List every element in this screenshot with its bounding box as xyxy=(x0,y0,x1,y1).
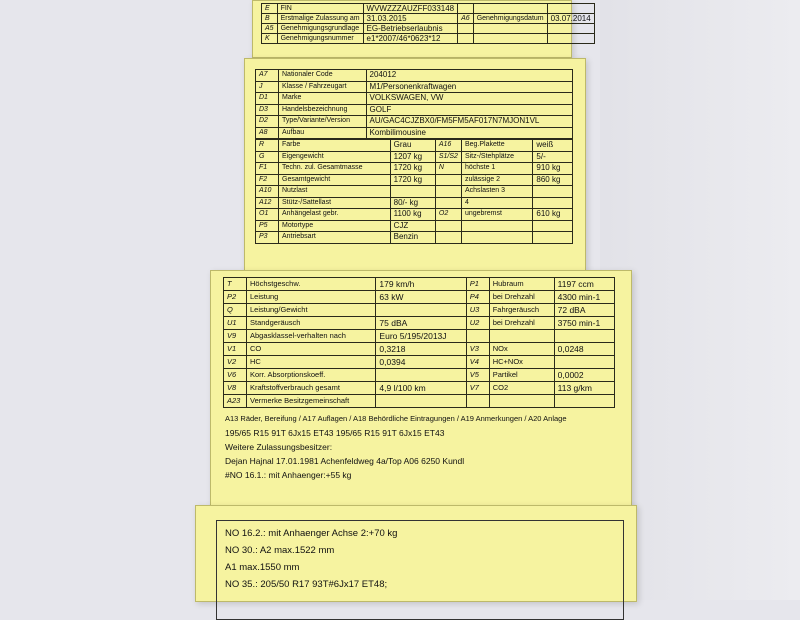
field-code xyxy=(458,24,474,34)
field-label: Marke xyxy=(279,93,367,105)
field-value xyxy=(533,220,573,232)
field-value: 179 km/h xyxy=(376,278,466,291)
field-code: P5 xyxy=(256,220,279,232)
field-value xyxy=(554,356,614,369)
table-row xyxy=(224,317,615,330)
table-row xyxy=(256,186,573,198)
field-label: Partikel xyxy=(489,369,554,382)
table-row xyxy=(256,81,573,93)
field-code: D3 xyxy=(256,104,279,116)
field-label: Genehmigungsnummer xyxy=(277,34,363,44)
field-label: HC xyxy=(247,356,376,369)
field-value: 1100 kg xyxy=(390,209,435,221)
table-row xyxy=(224,382,615,395)
table-row xyxy=(224,304,615,317)
field-code: A10 xyxy=(256,186,279,198)
document-panel-engine xyxy=(210,270,632,510)
field-label: Handelsbezeichnung xyxy=(279,104,367,116)
field-label xyxy=(489,395,554,408)
table-row xyxy=(256,220,573,232)
field-value xyxy=(547,4,594,14)
field-label xyxy=(461,220,532,232)
table-row xyxy=(224,343,615,356)
field-value xyxy=(390,186,435,198)
field-code: D1 xyxy=(256,93,279,105)
field-code: F2 xyxy=(256,174,279,186)
field-value xyxy=(376,369,466,382)
field-value: 0,0394 xyxy=(376,356,466,369)
field-code: R xyxy=(256,140,279,152)
field-code: V4 xyxy=(466,356,489,369)
field-code: V8 xyxy=(224,382,247,395)
field-label: Farbe xyxy=(279,140,391,152)
field-value: WVWZZZAUZFF033148 xyxy=(363,4,458,14)
field-value xyxy=(376,395,466,408)
field-code: N xyxy=(435,163,461,175)
table-row xyxy=(256,174,573,186)
table-row xyxy=(224,278,615,291)
field-code: A23 xyxy=(224,395,247,408)
field-code: P2 xyxy=(224,291,247,304)
field-code: T xyxy=(224,278,247,291)
table-row xyxy=(224,395,615,408)
field-value: 75 dBA xyxy=(376,317,466,330)
field-label: Genehmigungsdatum xyxy=(473,14,547,24)
field-code: V6 xyxy=(224,369,247,382)
document-panel-notes xyxy=(195,505,637,602)
field-label: 4 xyxy=(461,197,532,209)
field-label: Achslasten 3 xyxy=(461,186,532,198)
field-code: S1/S2 xyxy=(435,151,461,163)
field-label: Höchstgeschw. xyxy=(247,278,376,291)
field-value: 113 g/km xyxy=(554,382,614,395)
additional-notes xyxy=(216,520,624,620)
field-value: 80/- kg xyxy=(390,197,435,209)
field-label: Beg.Plakette xyxy=(461,140,532,152)
field-label: Abgasklassel-verhalten nach xyxy=(247,330,376,343)
field-value: EG-Betriebserlaubnis xyxy=(363,24,458,34)
field-code: Q xyxy=(224,304,247,317)
field-value: 0,3218 xyxy=(376,343,466,356)
field-value xyxy=(533,186,573,198)
note-line: NO 35.: 205/50 R17 93T#6Jx17 ET48; xyxy=(225,579,388,590)
field-value: 5/- xyxy=(533,151,573,163)
remarks-line: #NO 16.1.: mit Anhaenger:+55 kg xyxy=(225,470,352,480)
table-row xyxy=(224,369,615,382)
table-row xyxy=(256,127,573,139)
table-row xyxy=(256,70,573,82)
table-row xyxy=(256,232,573,244)
field-code: B xyxy=(262,14,278,24)
field-label: HC+NOx xyxy=(489,356,554,369)
field-code xyxy=(458,4,474,14)
field-code: A12 xyxy=(256,197,279,209)
field-value xyxy=(533,197,573,209)
field-value: 1197 ccm xyxy=(554,278,614,291)
field-value: Kombilimousine xyxy=(366,127,572,139)
field-code: E xyxy=(262,4,278,14)
field-label xyxy=(473,24,547,34)
field-label: NOx xyxy=(489,343,554,356)
field-label: Leistung/Gewicht xyxy=(247,304,376,317)
field-value xyxy=(554,395,614,408)
field-label xyxy=(489,330,554,343)
registration-table-top xyxy=(261,3,595,44)
field-code: A8 xyxy=(256,127,279,139)
field-label: Korr. Absorptionskoeff. xyxy=(247,369,376,382)
field-code: O1 xyxy=(256,209,279,221)
field-label: Klasse / Fahrzeugart xyxy=(279,81,367,93)
field-value: CJZ xyxy=(390,220,435,232)
field-code: V5 xyxy=(466,369,489,382)
table-row xyxy=(256,104,573,116)
field-code: P4 xyxy=(466,291,489,304)
remarks-header: A13 Räder, Bereifung / A17 Auflagen / A18 Behördliche Eintragungen / A19 Anmerkungen / A20 Anlage xyxy=(225,414,567,423)
field-value: 3750 min-1 xyxy=(554,317,614,330)
table-row xyxy=(256,209,573,221)
field-value: 4,9 l/100 km xyxy=(376,382,466,395)
table-row xyxy=(262,24,595,34)
field-code: A16 xyxy=(435,140,461,152)
field-label: Eigengewicht xyxy=(279,151,391,163)
remarks-section xyxy=(225,412,617,482)
table-row xyxy=(262,14,595,24)
field-code xyxy=(435,186,461,198)
field-label: Antriebsart xyxy=(279,232,391,244)
table-row xyxy=(224,330,615,343)
field-value: e1*2007/46*0623*12 xyxy=(363,34,458,44)
field-code: O2 xyxy=(435,209,461,221)
field-label: CO xyxy=(247,343,376,356)
field-code xyxy=(435,197,461,209)
field-value: GOLF xyxy=(366,104,572,116)
field-label: Techn. zul. Gesamtmasse xyxy=(279,163,391,175)
field-label: Standgeräusch xyxy=(247,317,376,330)
field-value: 72 dBA xyxy=(554,304,614,317)
field-value: 610 kg xyxy=(533,209,573,221)
table-row xyxy=(256,140,573,152)
field-code: A7 xyxy=(256,70,279,82)
field-code: V3 xyxy=(466,343,489,356)
field-value: 1720 kg xyxy=(390,174,435,186)
field-label: Kraftstoffverbrauch gesamt xyxy=(247,382,376,395)
field-value xyxy=(547,24,594,34)
field-value: 860 kg xyxy=(533,174,573,186)
field-value xyxy=(533,232,573,244)
field-value: 1720 kg xyxy=(390,163,435,175)
field-value xyxy=(376,304,466,317)
field-label: bei Drehzahl xyxy=(489,317,554,330)
table-row xyxy=(256,197,573,209)
field-label: Vermerke Besitzgemeinschaft xyxy=(247,395,376,408)
table-row xyxy=(256,116,573,128)
field-value: VOLKSWAGEN, VW xyxy=(366,93,572,105)
remarks-line: 195/65 R15 91T 6Jx15 ET43 195/65 R15 91T 6Jx15 ET43 xyxy=(225,428,445,438)
field-value: 0,0248 xyxy=(554,343,614,356)
field-value: Benzin xyxy=(390,232,435,244)
field-label: bei Drehzahl xyxy=(489,291,554,304)
field-code xyxy=(466,330,489,343)
field-code: V1 xyxy=(224,343,247,356)
field-code xyxy=(435,174,461,186)
table-row xyxy=(256,93,573,105)
table-row xyxy=(224,291,615,304)
field-label: Genehmigungsgrundlage xyxy=(277,24,363,34)
document-panel-top xyxy=(252,0,591,58)
field-label: Stütz-/Sattellast xyxy=(279,197,391,209)
table-row xyxy=(256,151,573,163)
table-row xyxy=(224,356,615,369)
field-label: CO2 xyxy=(489,382,554,395)
field-label: Type/Variante/Version xyxy=(279,116,367,128)
engine-data-table xyxy=(223,277,615,408)
field-value: 1207 kg xyxy=(390,151,435,163)
field-code: G xyxy=(256,151,279,163)
field-code xyxy=(466,395,489,408)
field-code: J xyxy=(256,81,279,93)
field-code: U2 xyxy=(466,317,489,330)
field-value: M1/Personenkraftwagen xyxy=(366,81,572,93)
field-label: Motortype xyxy=(279,220,391,232)
field-code: K xyxy=(262,34,278,44)
field-value: 31.03.2015 xyxy=(363,14,458,24)
table-row xyxy=(262,34,595,44)
field-label: Aufbau xyxy=(279,127,367,139)
field-code: D2 xyxy=(256,116,279,128)
field-code: A5 xyxy=(262,24,278,34)
field-code xyxy=(435,232,461,244)
field-code: P3 xyxy=(256,232,279,244)
field-code: A6 xyxy=(458,14,474,24)
field-value: 03.07.2014 xyxy=(547,14,594,24)
field-value xyxy=(554,330,614,343)
field-value: 910 kg xyxy=(533,163,573,175)
field-code: U1 xyxy=(224,317,247,330)
field-code: V7 xyxy=(466,382,489,395)
document-panel-vehicle xyxy=(244,58,586,274)
field-label: ungebremst xyxy=(461,209,532,221)
table-row xyxy=(262,4,595,14)
field-code: U3 xyxy=(466,304,489,317)
field-code: F1 xyxy=(256,163,279,175)
field-value: Euro 5/195/2013J xyxy=(376,330,466,343)
field-label: Nutzlast xyxy=(279,186,391,198)
field-label: Sitz-/Stehplätze xyxy=(461,151,532,163)
field-code xyxy=(458,34,474,44)
remarks-line: Dejan Hajnal 17.01.1981 Achenfeldweg 4a/Top A06 6250 Kundl xyxy=(225,456,465,466)
field-label: Leistung xyxy=(247,291,376,304)
table-row xyxy=(256,163,573,175)
field-value: 4300 min-1 xyxy=(554,291,614,304)
field-value: Grau xyxy=(390,140,435,152)
field-label: höchste 1 xyxy=(461,163,532,175)
vehicle-data-table xyxy=(255,69,573,139)
field-label: Gesamtgewicht xyxy=(279,174,391,186)
field-code xyxy=(435,220,461,232)
field-value xyxy=(547,34,594,44)
field-label: Anhängelast gebr. xyxy=(279,209,391,221)
field-label: Fahrgeräusch xyxy=(489,304,554,317)
note-line: NO 30.: A2 max.1522 mm xyxy=(225,545,335,556)
field-label: Nationaler Code xyxy=(279,70,367,82)
field-label xyxy=(473,34,547,44)
note-line: A1 max.1550 mm xyxy=(225,562,300,573)
field-label: Erstmalige Zulassung am xyxy=(277,14,363,24)
field-label: FIN xyxy=(277,4,363,14)
field-code: P1 xyxy=(466,278,489,291)
field-value: weiß xyxy=(533,140,573,152)
field-value: 0,0002 xyxy=(554,369,614,382)
field-label xyxy=(461,232,532,244)
field-code: V2 xyxy=(224,356,247,369)
field-label: zulässige 2 xyxy=(461,174,532,186)
field-value: 204012 xyxy=(366,70,572,82)
field-label xyxy=(473,4,547,14)
remarks-line: Weitere Zulassungsbesitzer: xyxy=(225,442,333,452)
vehicle-weights-table xyxy=(255,139,573,244)
field-label: Hubraum xyxy=(489,278,554,291)
note-line: NO 16.2.: mit Anhaenger Achse 2:+70 kg xyxy=(225,528,398,539)
field-value: 63 kW xyxy=(376,291,466,304)
field-code: V9 xyxy=(224,330,247,343)
field-value: AU/GAC4CJZBX0/FM5FM5AF017N7MJON1VL xyxy=(366,116,572,128)
